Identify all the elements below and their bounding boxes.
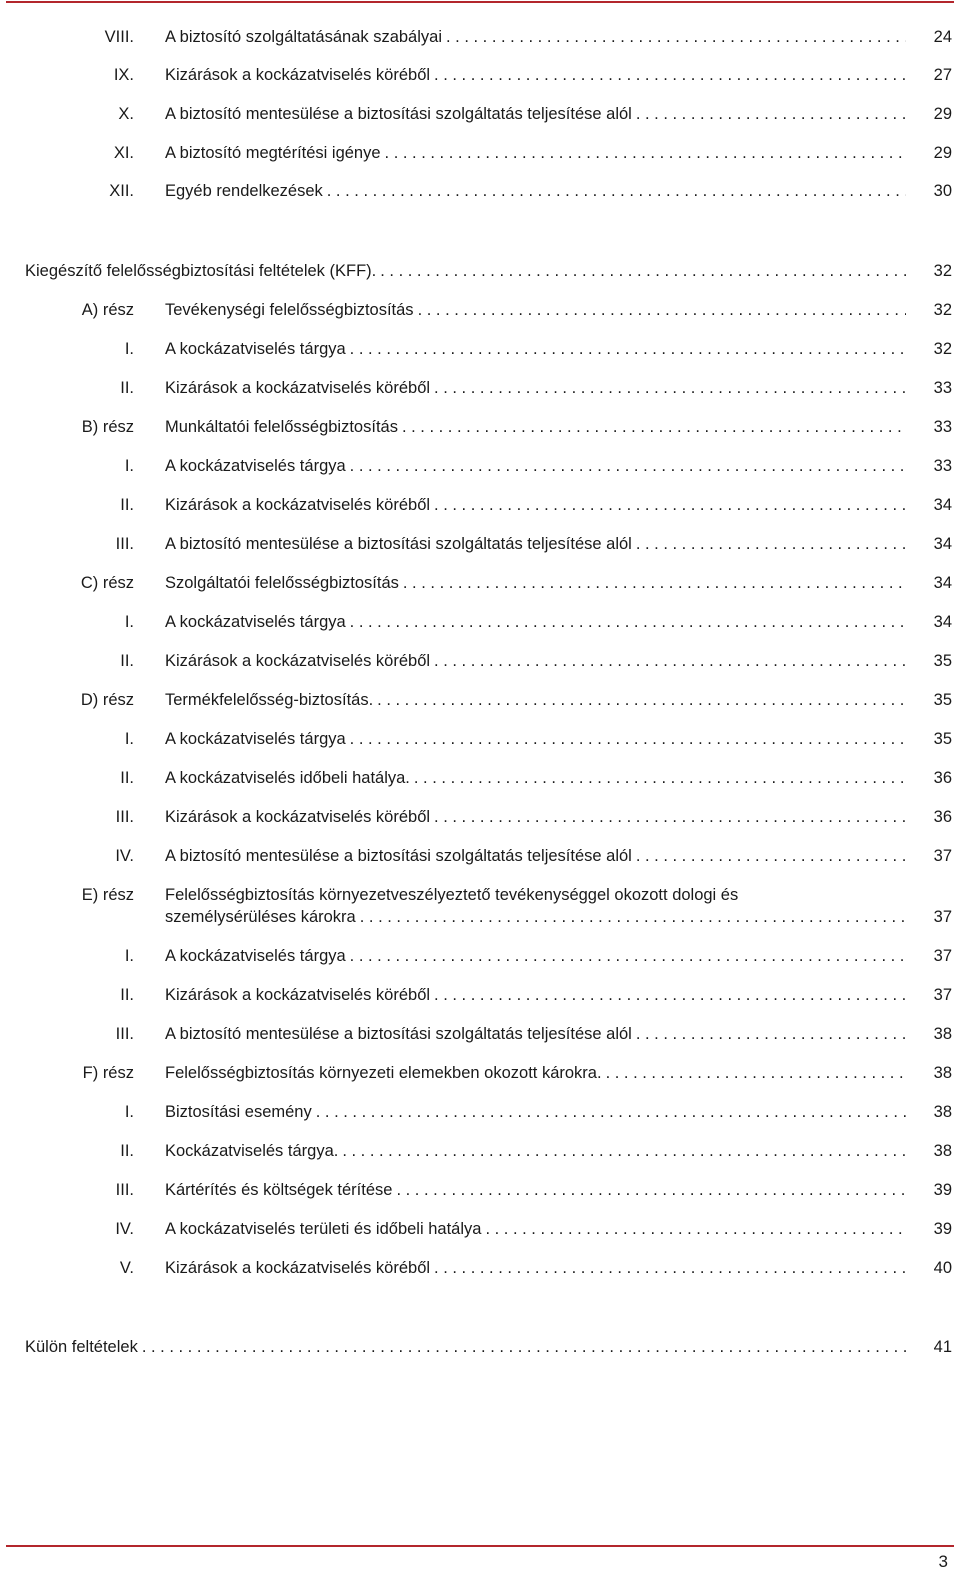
- toc-leader-dots: [402, 418, 906, 437]
- toc-leader-dots: [434, 1259, 906, 1278]
- toc-leader-dots: [360, 908, 906, 927]
- toc-page-number: 38: [933, 1025, 952, 1043]
- bottom-rule: [6, 1545, 954, 1547]
- toc-title: Kártérítés és költségek térítése: [165, 1181, 393, 1199]
- toc-number: I.: [124, 613, 134, 631]
- toc-title: A kockázatviselés tárgya: [165, 457, 346, 475]
- toc-number: II.: [120, 496, 134, 514]
- toc-title: Kiegészítő felelősségbiztosítási feltételek (KFF).: [25, 262, 377, 280]
- toc-page-number: 30: [933, 182, 952, 200]
- toc-page-number: 35: [933, 652, 952, 670]
- toc-title: Külön feltételek: [25, 1338, 138, 1356]
- toc-page-number: 36: [933, 808, 952, 826]
- toc-leader-dots: [434, 986, 906, 1005]
- toc-number: I.: [124, 340, 134, 358]
- toc-number: III.: [115, 535, 134, 553]
- toc-page-number: 40: [933, 1259, 952, 1277]
- toc-leader-dots: [414, 769, 906, 788]
- toc-title: Egyéb rendelkezések: [165, 182, 323, 200]
- toc-number: II.: [120, 652, 134, 670]
- toc-number: II.: [120, 986, 134, 1004]
- toc-title: A kockázatviselés tárgya: [165, 340, 346, 358]
- toc-page-number: 34: [933, 574, 952, 592]
- toc-title: Kizárások a kockázatviselés köréből: [165, 379, 431, 397]
- toc-leader-dots: [636, 1025, 906, 1044]
- toc-page-number: 33: [933, 418, 952, 436]
- toc-leader-dots: [142, 1338, 906, 1357]
- toc-page-number: 37: [933, 947, 952, 965]
- toc-page-number: 36: [933, 769, 952, 787]
- toc-title: A biztosító mentesülése a biztosítási szolgáltatás teljesítése alól: [165, 535, 632, 553]
- toc-leader-dots: [316, 1103, 906, 1122]
- toc-title: Termékfelelősség-biztosítás.: [165, 691, 374, 709]
- toc-title: A biztosító szolgáltatásának szabályai: [165, 28, 442, 46]
- toc-page-number: 29: [933, 105, 952, 123]
- toc-leader-dots: [377, 691, 906, 710]
- toc-leader-dots: [350, 457, 906, 476]
- toc-leader-dots: [350, 947, 906, 966]
- toc-number: IV.: [115, 847, 134, 865]
- toc-number: I.: [124, 1103, 134, 1121]
- toc-page-number: 37: [933, 908, 952, 926]
- toc-title-line-1: Felelősségbiztosítás környezetveszélyeztető tevékenységgel okozott dologi és: [165, 886, 739, 904]
- toc-leader-dots: [485, 1220, 906, 1239]
- toc-number: B) rész: [81, 418, 134, 436]
- toc-page-number: 33: [933, 457, 952, 475]
- toc-title: Munkáltatói felelősségbiztosítás: [165, 418, 398, 436]
- toc-page-number: 39: [933, 1181, 952, 1199]
- toc-leader-dots: [636, 535, 906, 554]
- toc-number: IX.: [113, 66, 134, 84]
- toc-leader-dots: [636, 105, 906, 124]
- toc-number: III.: [115, 1181, 134, 1199]
- toc-number: III.: [115, 808, 134, 826]
- toc-page-number: 39: [933, 1220, 952, 1238]
- toc-leader-dots: [396, 1181, 906, 1200]
- toc-number: I.: [124, 457, 134, 475]
- toc-page-number: 35: [933, 691, 952, 709]
- toc-number: XII.: [109, 182, 134, 200]
- toc-number: E) rész: [81, 886, 134, 904]
- toc-title: A kockázatviselés tárgya: [165, 613, 346, 631]
- toc-number: I.: [124, 730, 134, 748]
- toc-leader-dots: [350, 340, 906, 359]
- toc-leader-dots: [350, 613, 906, 632]
- toc-leader-dots: [434, 652, 906, 671]
- toc-title: Kizárások a kockázatviselés köréből: [165, 808, 431, 826]
- toc-number: II.: [120, 379, 134, 397]
- toc-page-number: 38: [933, 1103, 952, 1121]
- toc-number: A) rész: [81, 301, 134, 319]
- toc-page-number: 27: [933, 66, 952, 84]
- toc-page-number: 35: [933, 730, 952, 748]
- toc-leader-dots: [385, 144, 906, 163]
- toc-number: II.: [120, 1142, 134, 1160]
- toc-leader-dots: [327, 182, 906, 201]
- toc-title: Kockázatviselés tárgya.: [165, 1142, 339, 1160]
- toc-title: A kockázatviselés tárgya: [165, 730, 346, 748]
- toc-title: Kizárások a kockázatviselés köréből: [165, 66, 431, 84]
- toc-title: Felelősségbiztosítás környezeti elemekben okozott károkra.: [165, 1064, 602, 1082]
- toc-page-number: 38: [933, 1064, 952, 1082]
- toc-title: Biztosítási esemény: [165, 1103, 312, 1121]
- toc-number: VIII.: [104, 28, 134, 46]
- toc-page-number: 32: [933, 301, 952, 319]
- toc-leader-dots: [606, 1064, 906, 1083]
- toc-number: D) rész: [80, 691, 134, 709]
- toc-title: Kizárások a kockázatviselés köréből: [165, 986, 431, 1004]
- toc-leader-dots: [403, 574, 906, 593]
- toc-title: személysérüléses károkra: [165, 908, 356, 926]
- toc-number: II.: [120, 769, 134, 787]
- toc-page-number: 37: [933, 847, 952, 865]
- toc-leader-dots: [434, 379, 906, 398]
- toc-title: A kockázatviselés időbeli hatálya.: [165, 769, 410, 787]
- toc-leader-dots: [434, 808, 906, 827]
- toc-number: X.: [118, 105, 134, 123]
- toc-number: I.: [124, 947, 134, 965]
- toc-page-number: 41: [933, 1338, 952, 1356]
- toc-number: XI.: [113, 144, 134, 162]
- toc-title: A biztosító megtérítési igénye: [165, 144, 381, 162]
- toc-title: Kizárások a kockázatviselés köréből: [165, 652, 431, 670]
- toc-title: A biztosító mentesülése a biztosítási szolgáltatás teljesítése alól: [165, 1025, 632, 1043]
- toc-number: C) rész: [80, 574, 134, 592]
- toc-leader-dots: [342, 1142, 906, 1161]
- toc-number: III.: [115, 1025, 134, 1043]
- toc-title: Szolgáltatói felelősségbiztosítás: [165, 574, 399, 592]
- toc-page-number: 34: [933, 535, 952, 553]
- toc-title: A kockázatviselés tárgya: [165, 947, 346, 965]
- toc-number: F) rész: [82, 1064, 134, 1082]
- toc-page-number: 24: [933, 28, 952, 46]
- toc-title: A biztosító mentesülése a biztosítási szolgáltatás teljesítése alól: [165, 105, 632, 123]
- toc-title: Kizárások a kockázatviselés köréből: [165, 496, 431, 514]
- toc-page-number: 34: [933, 613, 952, 631]
- toc-page-number: 34: [933, 496, 952, 514]
- toc-leader-dots: [434, 496, 906, 515]
- toc-leader-dots: [350, 730, 906, 749]
- toc-title: Tevékenységi felelősségbiztosítás: [165, 301, 414, 319]
- toc-title: A biztosító mentesülése a biztosítási szolgáltatás teljesítése alól: [165, 847, 632, 865]
- toc-page-number: 38: [933, 1142, 952, 1160]
- toc-page-number: 32: [933, 340, 952, 358]
- toc-page-number: 33: [933, 379, 952, 397]
- toc-leader-dots: [418, 301, 906, 320]
- toc-leader-dots: [434, 66, 906, 85]
- toc-leader-dots: [636, 847, 906, 866]
- toc-page-number: 29: [933, 144, 952, 162]
- toc-title: A kockázatviselés területi és időbeli hatálya: [165, 1220, 482, 1238]
- toc-page-number: 37: [933, 986, 952, 1004]
- page-number: 3: [938, 1552, 948, 1571]
- toc-page-number: 32: [933, 262, 952, 280]
- toc-number: V.: [119, 1259, 134, 1277]
- toc-number: IV.: [115, 1220, 134, 1238]
- toc-leader-dots: [446, 28, 906, 47]
- toc-leader-dots: [380, 262, 906, 281]
- toc-title: Kizárások a kockázatviselés köréből: [165, 1259, 431, 1277]
